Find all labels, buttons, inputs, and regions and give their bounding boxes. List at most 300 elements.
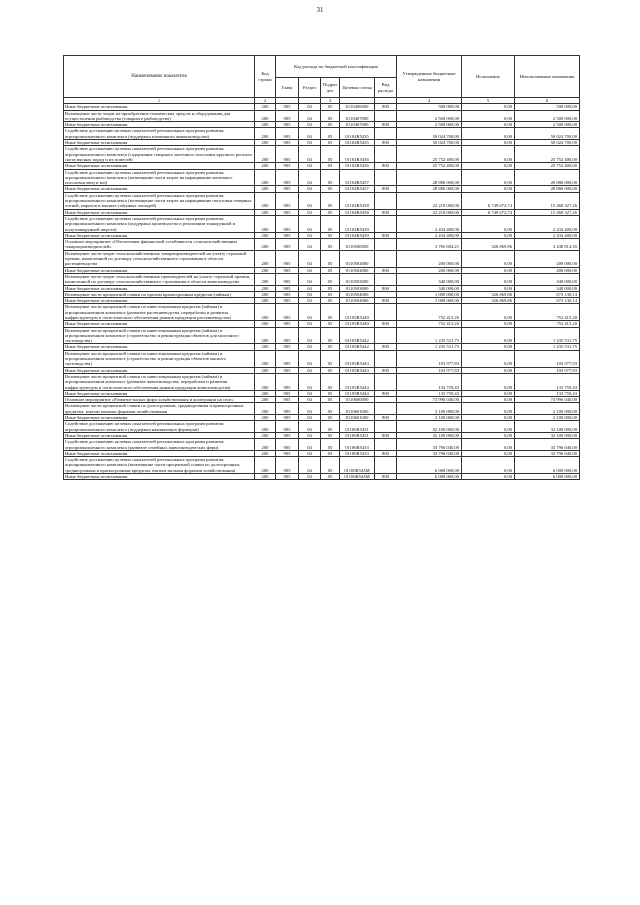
row-csr: 0110503000 [340, 285, 375, 291]
table-row [64, 192, 580, 209]
row-unexecuted: 133 759,43 [515, 390, 580, 396]
row-unexecuted: 6 000 000,00 [515, 457, 580, 474]
row-executed: 0,00 [462, 128, 515, 140]
row-vr: 800 [375, 344, 397, 350]
row-approved: 340 000,00 [397, 273, 462, 285]
row-glava: 905 [276, 273, 299, 285]
row-podrazdel: 05 [321, 457, 340, 474]
row-approved: 1 000 000,00 [397, 291, 462, 297]
row-executed: 0,00 [462, 474, 515, 480]
row-name: Иные бюджетные ассигнования [64, 450, 255, 456]
row-unexecuted: 2 100 000,00 [515, 415, 580, 421]
row-approved: 2 500 000,00 [397, 110, 462, 122]
row-executed: 0,00 [462, 350, 515, 367]
row-razdel: 04 [299, 186, 321, 192]
row-glava: 905 [276, 232, 299, 238]
header-code: Код строки [255, 56, 276, 98]
row-name: Содействие достижению целевых показателей региональных программ развития агропромышленного комплекса (поддержка начинающих фермеров) [64, 421, 255, 433]
row-unexecuted: 32 100 000,00 [515, 432, 580, 438]
row-podrazdel: 05 [321, 397, 340, 403]
row-unexecuted: 15 468 327,26 [515, 192, 580, 209]
row-code: 200 [255, 128, 276, 140]
row-glava: 905 [276, 397, 299, 403]
row-razdel: 04 [299, 128, 321, 140]
row-glava: 905 [276, 291, 299, 297]
row-approved: 3 765 684,21 [397, 239, 462, 251]
row-executed: 0,00 [462, 122, 515, 128]
row-code: 200 [255, 457, 276, 474]
row-executed: 0,00 [462, 397, 515, 403]
row-executed: 0,00 [462, 140, 515, 146]
row-code: 200 [255, 327, 276, 344]
row-approved: 28 886 000,00 [397, 169, 462, 186]
row-glava: 905 [276, 321, 299, 327]
row-approved: 50 024 700,00 [397, 128, 462, 140]
row-csr: 0110601000 [340, 415, 375, 421]
row-csr: 01106R5433 [340, 450, 375, 456]
table-row [64, 474, 580, 480]
row-razdel: 04 [299, 169, 321, 186]
row-podrazdel: 05 [321, 273, 340, 285]
row-razdel: 04 [299, 390, 321, 396]
row-glava: 905 [276, 298, 299, 304]
row-name: Иные бюджетные ассигнования [64, 140, 255, 146]
row-approved: 50 024 700,00 [397, 140, 462, 146]
row-name: Содействие достижению целевых показателей региональных программ развития агропромышленного комплекса (возмещение части затрат на наращивание маточного поголовья овец и коз) [64, 169, 255, 186]
row-unexecuted: 3 438 814,35 [515, 239, 580, 251]
row-name: Возмещение части процентной ставки по прочим краткосрочным кредитам (займам) [64, 291, 255, 297]
header-csr: Целевая статья [340, 78, 375, 98]
row-glava: 905 [276, 285, 299, 291]
row-csr: 01104R5439 [340, 215, 375, 232]
header-executed: Исполнение [462, 56, 515, 98]
row-vr [375, 169, 397, 186]
row-code: 200 [255, 439, 276, 451]
row-razdel: 04 [299, 291, 321, 297]
row-podrazdel: 05 [321, 232, 340, 238]
table-row [64, 439, 580, 451]
row-name: Возмещение части процентной ставки по инвестиционным кредитам (займам) в агропромышленном комплексе (строительство и реконструкция объектов мясного скотоводства) [64, 350, 255, 367]
row-name: Возмещение части процентной ставки по инвестиционным кредитам (займам) в агропромышленном комплексе (развитие растениеводства, переработки и развития инфраструктуры и логистического обеспечения рынков продукции растениеводства) [64, 304, 255, 321]
row-code: 200 [255, 122, 276, 128]
header-name: Наименование показателя [64, 56, 255, 98]
row-approved: 340 000,00 [397, 285, 462, 291]
row-approved: 500 000,00 [397, 104, 462, 110]
row-executed: 0,00 [462, 457, 515, 474]
row-vr [375, 215, 397, 232]
row-glava: 905 [276, 146, 299, 163]
row-approved: 1 235 531,75 [397, 344, 462, 350]
row-podrazdel: 05 [321, 267, 340, 273]
row-name: Иные бюджетные ассигнования [64, 390, 255, 396]
row-name: Возмещение части процентной ставки по инвестиционным кредитам (займам) в агропромышленном комплексе (развитие животноводства, переработки и развития инфраструктуры и логистического обеспечения рынков продукции животноводства) [64, 373, 255, 390]
row-name: Иные бюджетные ассигнования [64, 415, 255, 421]
row-approved: 133 759,43 [397, 373, 462, 390]
row-name: Содействие достижению целевых показателей региональных программ развития агропромышленного комплекса (поддержка племенного животноводства) [64, 128, 255, 140]
row-approved: 103 977,83 [397, 350, 462, 367]
table-row [64, 110, 580, 122]
table-row [64, 239, 580, 251]
row-podrazdel: 05 [321, 140, 340, 146]
row-unexecuted: 28 886 000,00 [515, 186, 580, 192]
row-name: Возмещение части процентной ставки по инвестиционным кредитам (займам) в агропромышленном комплексе (строительство и реконструкция объектов для молочного скотоводства) [64, 327, 255, 344]
row-csr: 01106R543M [340, 457, 375, 474]
row-csr: 01105R5443 [340, 350, 375, 367]
row-name: Иные бюджетные ассигнования [64, 367, 255, 373]
row-csr: 01105R5444 [340, 373, 375, 390]
row-approved: 1 235 531,75 [397, 327, 462, 344]
row-csr: 0110407000 [340, 122, 375, 128]
row-executed: 6 749 672,74 [462, 192, 515, 209]
row-csr: 01104R5436 [340, 163, 375, 169]
row-code: 200 [255, 344, 276, 350]
row-vr: 800 [375, 415, 397, 421]
row-vr [375, 439, 397, 451]
row-unexecuted: 32 100 000,00 [515, 421, 580, 433]
row-glava: 905 [276, 373, 299, 390]
row-approved: 200 000,00 [397, 267, 462, 273]
row-razdel: 04 [299, 239, 321, 251]
row-approved: 73 996 040,00 [397, 397, 462, 403]
row-vr [375, 239, 397, 251]
row-approved: 2 100 000,00 [397, 403, 462, 415]
row-csr: 01106R543M [340, 474, 375, 480]
row-razdel: 04 [299, 415, 321, 421]
row-unexecuted: 25 752 400,00 [515, 163, 580, 169]
row-podrazdel: 05 [321, 403, 340, 415]
row-glava: 905 [276, 192, 299, 209]
row-code: 200 [255, 350, 276, 367]
header-glava: Глава [276, 78, 299, 98]
row-name: Иные бюджетные ассигнования [64, 474, 255, 480]
row-name: Возмещение части затрат сельскохозяйственных производителей на уплату страховой премии, начисленной по договору сельскохозяйственного страхования в области животноводства [64, 273, 255, 285]
row-razdel: 04 [299, 474, 321, 480]
row-code: 200 [255, 273, 276, 285]
row-vr: 800 [375, 285, 397, 291]
row-vr [375, 250, 397, 267]
column-number: 4 [397, 98, 462, 104]
row-vr: 800 [375, 104, 397, 110]
row-code: 200 [255, 110, 276, 122]
row-vr: 800 [375, 140, 397, 146]
row-podrazdel: 05 [321, 439, 340, 451]
table-row [64, 273, 580, 285]
row-razdel: 04 [299, 146, 321, 163]
table-row [64, 327, 580, 344]
row-code: 200 [255, 304, 276, 321]
row-vr [375, 421, 397, 433]
row-name: Иные бюджетные ассигнования [64, 163, 255, 169]
table-row [64, 215, 580, 232]
table-row [64, 304, 580, 321]
header-budget-code: Код расхода по бюджетной классификации [276, 56, 397, 78]
row-code: 200 [255, 146, 276, 163]
row-code: 200 [255, 169, 276, 186]
row-vr [375, 327, 397, 344]
row-csr: 0110502000 [340, 250, 375, 267]
row-vr [375, 146, 397, 163]
row-unexecuted: 2 434 400,00 [515, 232, 580, 238]
row-name: Основное мероприятие «Развитие малых форм хозяйствования и кооперации на селе» [64, 397, 255, 403]
row-executed: 0,00 [462, 146, 515, 163]
row-unexecuted: 15 468 327,26 [515, 209, 580, 215]
row-vr: 800 [375, 209, 397, 215]
row-razdel: 04 [299, 397, 321, 403]
row-csr: 01105R5440 [340, 321, 375, 327]
row-razdel: 04 [299, 232, 321, 238]
row-code: 200 [255, 390, 276, 396]
row-glava: 905 [276, 110, 299, 122]
row-podrazdel: 05 [321, 163, 340, 169]
row-unexecuted: 6 000 000,00 [515, 474, 580, 480]
row-podrazdel: 05 [321, 450, 340, 456]
row-executed: 0,00 [462, 367, 515, 373]
row-csr: 01105R5442 [340, 327, 375, 344]
row-glava: 905 [276, 327, 299, 344]
row-podrazdel: 05 [321, 110, 340, 122]
row-unexecuted: 752 415,20 [515, 304, 580, 321]
row-name: Иные бюджетные ассигнования [64, 285, 255, 291]
row-vr [375, 273, 397, 285]
row-code: 200 [255, 432, 276, 438]
row-podrazdel: 05 [321, 415, 340, 421]
row-approved: 1 000 000,00 [397, 298, 462, 304]
row-vr: 800 [375, 186, 397, 192]
row-executed: 0,00 [462, 415, 515, 421]
row-executed: 0,00 [462, 250, 515, 267]
column-number: 1 [64, 98, 255, 104]
row-csr: 0110502000 [340, 267, 375, 273]
row-code: 200 [255, 291, 276, 297]
row-glava: 905 [276, 104, 299, 110]
row-executed: 0,00 [462, 432, 515, 438]
row-executed: 0,00 [462, 439, 515, 451]
row-unexecuted: 103 977,83 [515, 350, 580, 367]
row-vr [375, 110, 397, 122]
header-podrazdel: Подраз дел [321, 78, 340, 98]
row-approved: 33 796 040,00 [397, 439, 462, 451]
row-csr: 0110407000 [340, 110, 375, 122]
row-approved: 2 434 400,00 [397, 232, 462, 238]
row-glava: 905 [276, 163, 299, 169]
row-podrazdel: 05 [321, 285, 340, 291]
row-vr: 800 [375, 298, 397, 304]
table-row [64, 250, 580, 267]
row-podrazdel: 05 [321, 421, 340, 433]
row-vr: 800 [375, 122, 397, 128]
row-vr [375, 192, 397, 209]
row-glava: 905 [276, 344, 299, 350]
row-name: Содействие достижению целевых показателей региональных программ развития агропромышленного комплекса (возмещение части процентной ставки по долгосрочным, среднесрочным и краткосрочным кредитам, взятым малыми формами хозяйствования) [64, 457, 255, 474]
row-approved: 25 752 400,00 [397, 146, 462, 163]
row-vr: 800 [375, 390, 397, 396]
row-code: 200 [255, 267, 276, 273]
row-executed: 0,00 [462, 267, 515, 273]
row-podrazdel: 05 [321, 215, 340, 232]
row-podrazdel: 05 [321, 104, 340, 110]
row-code: 200 [255, 163, 276, 169]
row-razdel: 04 [299, 327, 321, 344]
row-podrazdel: 05 [321, 350, 340, 367]
row-code: 200 [255, 239, 276, 251]
header-unexecuted: Неисполненные назначения [515, 56, 580, 98]
row-podrazdel: 05 [321, 209, 340, 215]
row-razdel: 04 [299, 450, 321, 456]
row-razdel: 04 [299, 373, 321, 390]
row-csr: 01104R5439 [340, 232, 375, 238]
row-code: 200 [255, 140, 276, 146]
row-vr [375, 373, 397, 390]
row-approved: 2 500 000,00 [397, 122, 462, 128]
row-razdel: 04 [299, 367, 321, 373]
row-razdel: 04 [299, 304, 321, 321]
row-vr [375, 304, 397, 321]
row-glava: 905 [276, 439, 299, 451]
row-code: 200 [255, 232, 276, 238]
row-csr: 0110406000 [340, 104, 375, 110]
row-vr: 800 [375, 367, 397, 373]
row-glava: 905 [276, 432, 299, 438]
header-approved: Утвержденные бюджетные назначения [397, 56, 462, 98]
row-glava: 905 [276, 457, 299, 474]
row-podrazdel: 05 [321, 169, 340, 186]
row-csr: 01106R5431 [340, 421, 375, 433]
row-code: 200 [255, 421, 276, 433]
row-razdel: 04 [299, 163, 321, 169]
row-approved: 32 100 000,00 [397, 432, 462, 438]
row-approved: 200 000,00 [397, 250, 462, 267]
table-row [64, 146, 580, 163]
row-executed: 0,00 [462, 169, 515, 186]
row-glava: 905 [276, 140, 299, 146]
row-name: Возмещение части затрат сельскохозяйственных товаропроизводителей на уплату страховой премии, начисленной по договору сельскохозяйственного страхования в области растениеводства [64, 250, 255, 267]
row-code: 200 [255, 415, 276, 421]
row-glava: 905 [276, 128, 299, 140]
row-name: Иные бюджетные ассигнования [64, 298, 255, 304]
row-unexecuted: 33 796 040,00 [515, 439, 580, 451]
row-approved: 2 434 400,00 [397, 215, 462, 232]
row-unexecuted: 73 996 040,00 [515, 397, 580, 403]
row-glava: 905 [276, 250, 299, 267]
row-executed: 0,00 [462, 373, 515, 390]
row-unexecuted: 28 886 000,00 [515, 169, 580, 186]
row-podrazdel: 05 [321, 250, 340, 267]
row-unexecuted: 752 415,20 [515, 321, 580, 327]
row-podrazdel: 05 [321, 327, 340, 344]
table-row [64, 169, 580, 186]
row-glava: 905 [276, 215, 299, 232]
row-glava: 905 [276, 304, 299, 321]
row-executed: 0,00 [462, 186, 515, 192]
row-razdel: 04 [299, 421, 321, 433]
row-csr: 01104R5437 [340, 186, 375, 192]
row-podrazdel: 05 [321, 291, 340, 297]
row-razdel: 04 [299, 209, 321, 215]
row-podrazdel: 05 [321, 146, 340, 163]
row-csr: 0110600000 [340, 397, 375, 403]
row-razdel: 04 [299, 457, 321, 474]
row-unexecuted: 340 000,00 [515, 273, 580, 285]
row-executed: 0,00 [462, 421, 515, 433]
row-csr: 01104R5438 [340, 192, 375, 209]
row-executed: 0,00 [462, 104, 515, 110]
table-body [64, 98, 580, 480]
row-code: 200 [255, 192, 276, 209]
row-executed: 0,00 [462, 390, 515, 396]
row-glava: 905 [276, 267, 299, 273]
row-name: Иные бюджетные ассигнования [64, 232, 255, 238]
table-row [64, 373, 580, 390]
row-executed: 0,00 [462, 403, 515, 415]
row-approved: 6 000 000,00 [397, 457, 462, 474]
row-razdel: 04 [299, 140, 321, 146]
row-code: 200 [255, 104, 276, 110]
row-unexecuted: 2 500 000,00 [515, 110, 580, 122]
row-code: 200 [255, 298, 276, 304]
row-code: 200 [255, 250, 276, 267]
row-unexecuted: 2 434 400,00 [515, 215, 580, 232]
row-razdel: 04 [299, 273, 321, 285]
row-podrazdel: 05 [321, 390, 340, 396]
row-executed: 0,00 [462, 327, 515, 344]
row-code: 200 [255, 285, 276, 291]
row-unexecuted: 103 977,83 [515, 367, 580, 373]
row-unexecuted: 2 500 000,00 [515, 122, 580, 128]
row-csr: 0110601000 [340, 403, 375, 415]
row-glava: 905 [276, 367, 299, 373]
row-podrazdel: 05 [321, 373, 340, 390]
row-podrazdel: 05 [321, 367, 340, 373]
row-name: Основное мероприятие «Обеспечение финансовой устойчивости сельскохозяйственных товаропроизводителей» [64, 239, 255, 251]
row-glava: 905 [276, 169, 299, 186]
row-csr: 01105R5443 [340, 367, 375, 373]
row-glava: 905 [276, 403, 299, 415]
row-approved: 25 752 400,00 [397, 163, 462, 169]
row-name: Иные бюджетные ассигнования [64, 267, 255, 273]
row-razdel: 04 [299, 267, 321, 273]
row-podrazdel: 05 [321, 474, 340, 480]
row-code: 200 [255, 186, 276, 192]
row-unexecuted: 673 130,14 [515, 298, 580, 304]
row-glava: 905 [276, 415, 299, 421]
page-number: 31 [316, 6, 324, 14]
row-name: Иные бюджетные ассигнования [64, 122, 255, 128]
row-razdel: 04 [299, 321, 321, 327]
row-code: 200 [255, 397, 276, 403]
row-name: Иные бюджетные ассигнования [64, 344, 255, 350]
row-razdel: 04 [299, 298, 321, 304]
row-executed: 0,00 [462, 321, 515, 327]
row-unexecuted: 673 130,14 [515, 291, 580, 297]
row-approved: 28 886 000,00 [397, 186, 462, 192]
row-approved: 103 977,83 [397, 367, 462, 373]
row-approved: 32 100 000,00 [397, 421, 462, 433]
row-csr: 01104R5437 [340, 169, 375, 186]
row-csr: 01106R5431 [340, 432, 375, 438]
row-unexecuted: 340 000,00 [515, 285, 580, 291]
row-csr: 0110504000 [340, 298, 375, 304]
row-glava: 905 [276, 239, 299, 251]
row-vr: 800 [375, 163, 397, 169]
row-unexecuted: 200 000,00 [515, 267, 580, 273]
row-approved: 6 000 000,00 [397, 474, 462, 480]
row-vr: 800 [375, 474, 397, 480]
row-glava: 905 [276, 122, 299, 128]
row-approved: 22 218 000,00 [397, 192, 462, 209]
row-csr: 0110503000 [340, 273, 375, 285]
row-name: Иные бюджетные ассигнования [64, 186, 255, 192]
row-code: 200 [255, 373, 276, 390]
